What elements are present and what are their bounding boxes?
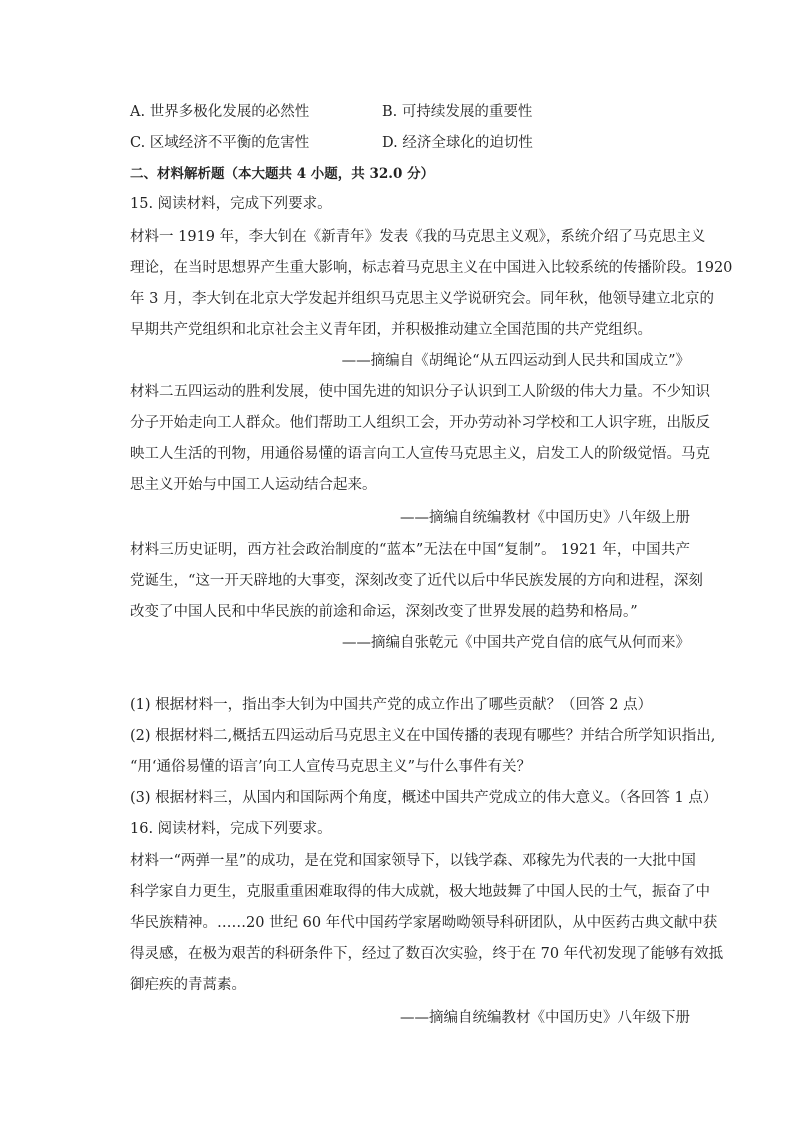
q15-m3-line: 党诞生，“这一开天辟地的大事变，深刻改变了近代以后中华民族发展的方向和进程，深刻 [130, 573, 703, 589]
q15-m1-line: 理论，在当时思想界产生重大影响，标志着马克思主义在中国进入比较系统的传播阶段。1920 [130, 260, 733, 276]
q15-question-1: (1) 根据材料一，指出李大钊为中国共产党的成立作出了哪些贡献？（回答 2 点） [130, 697, 653, 713]
q16-m1-line: 华民族精神。……20 世纪 60 年代中国药学家屠呦呦领导科研团队，从中医药古典文献中获 [130, 915, 718, 931]
q15-question-2-cont: “用‘通俗易懂的语言’向工人宣传马克思主义”与什么事件有关？ [130, 759, 532, 775]
option-c: C. 区域经济不平衡的危害性 [130, 135, 310, 151]
option-a: A. 世界多极化发展的必然性 [130, 104, 310, 120]
q16-title: 16. 阅读材料，完成下列要求。 [130, 821, 332, 837]
q15-question-2: (2) 根据材料二,概括五四运动后马克思主义在中国传播的表现有哪些？并结合所学知识指出, [130, 728, 716, 744]
q15-m2-line: 分子开始走向工人群众。他们帮助工人组织工会，开办劳动补习学校和工人识字班，出版反 [130, 415, 710, 431]
q16-m1-line: 科学家自力更生，克服重重困难取得的伟大成就，极大地鼓舞了中国人民的士气，振奋了中 [130, 884, 710, 900]
section-header: 二、材料解析题（本大题共 4 小题，共 32.0 分） [130, 166, 435, 182]
q15-m3-source: ——摘编自张乾元《中国共产党自信的底气从何而来》 [342, 635, 690, 651]
q15-question-3: (3) 根据材料三，从国内和国际两个角度，概述中国共产党成立的伟大意义。（各回答 1 点） [130, 790, 718, 806]
option-b: B. 可持续发展的重要性 [382, 104, 533, 120]
option-d: D. 经济全球化的迫切性 [382, 135, 533, 151]
q15-m1-line: 材料一 1919 年，李大钊在《新青年》发表《我的马克思主义观》，系统介绍了马克思主义 [130, 229, 706, 245]
q15-title: 15. 阅读材料，完成下列要求。 [130, 196, 332, 212]
q16-m1-line: 材料一“两弹一星”的成功，是在党和国家领导下，以钱学森、邓稼先为代表的一大批中国 [130, 853, 696, 869]
q15-m1-line: 早期共产党组织和北京社会主义青年团，并积极推动建立全国范围的共产党组织。 [130, 322, 652, 338]
q16-m1-source: ——摘编自统编教材《中国历史》八年级下册 [400, 1010, 690, 1026]
q15-m2-line: 思主义开始与中国工人运动结合起来。 [130, 477, 377, 493]
q15-m1-source: ——摘编自《胡绳论“从五四运动到人民共和国成立”》 [341, 353, 690, 369]
q15-m3-line: 材料三历史证明，西方社会政治制度的“蓝本”无法在中国“复制”。 1921 年，中国共产 [130, 542, 690, 558]
q15-m2-source: ——摘编自统编教材《中国历史》八年级上册 [400, 510, 690, 526]
q15-m3-line: 改变了中国人民和中华民族的前途和命运，深刻改变了世界发展的趋势和格局。” [130, 604, 638, 620]
q15-m2-line: 材料二五四运动的胜利发展，使中国先进的知识分子认识到工人阶级的伟大力量。不少知识 [130, 384, 710, 400]
q16-m1-line: 御疟疾的青蒿素。 [130, 977, 246, 993]
q16-m1-line: 得灵感，在极为艰苦的科研条件下，经过了数百次实验，终于在 70 年代初发现了能够有效抵 [130, 946, 724, 962]
q15-m2-line: 映工人生活的刊物，用通俗易懂的语言向工人宣传马克思主义，启发工人的阶级觉悟。马克 [130, 446, 710, 462]
q15-m1-line: 年 3 月，李大钊在北京大学发起并组织马克思主义学说研究会。同年秋，他领导建立北京的 [130, 291, 714, 307]
